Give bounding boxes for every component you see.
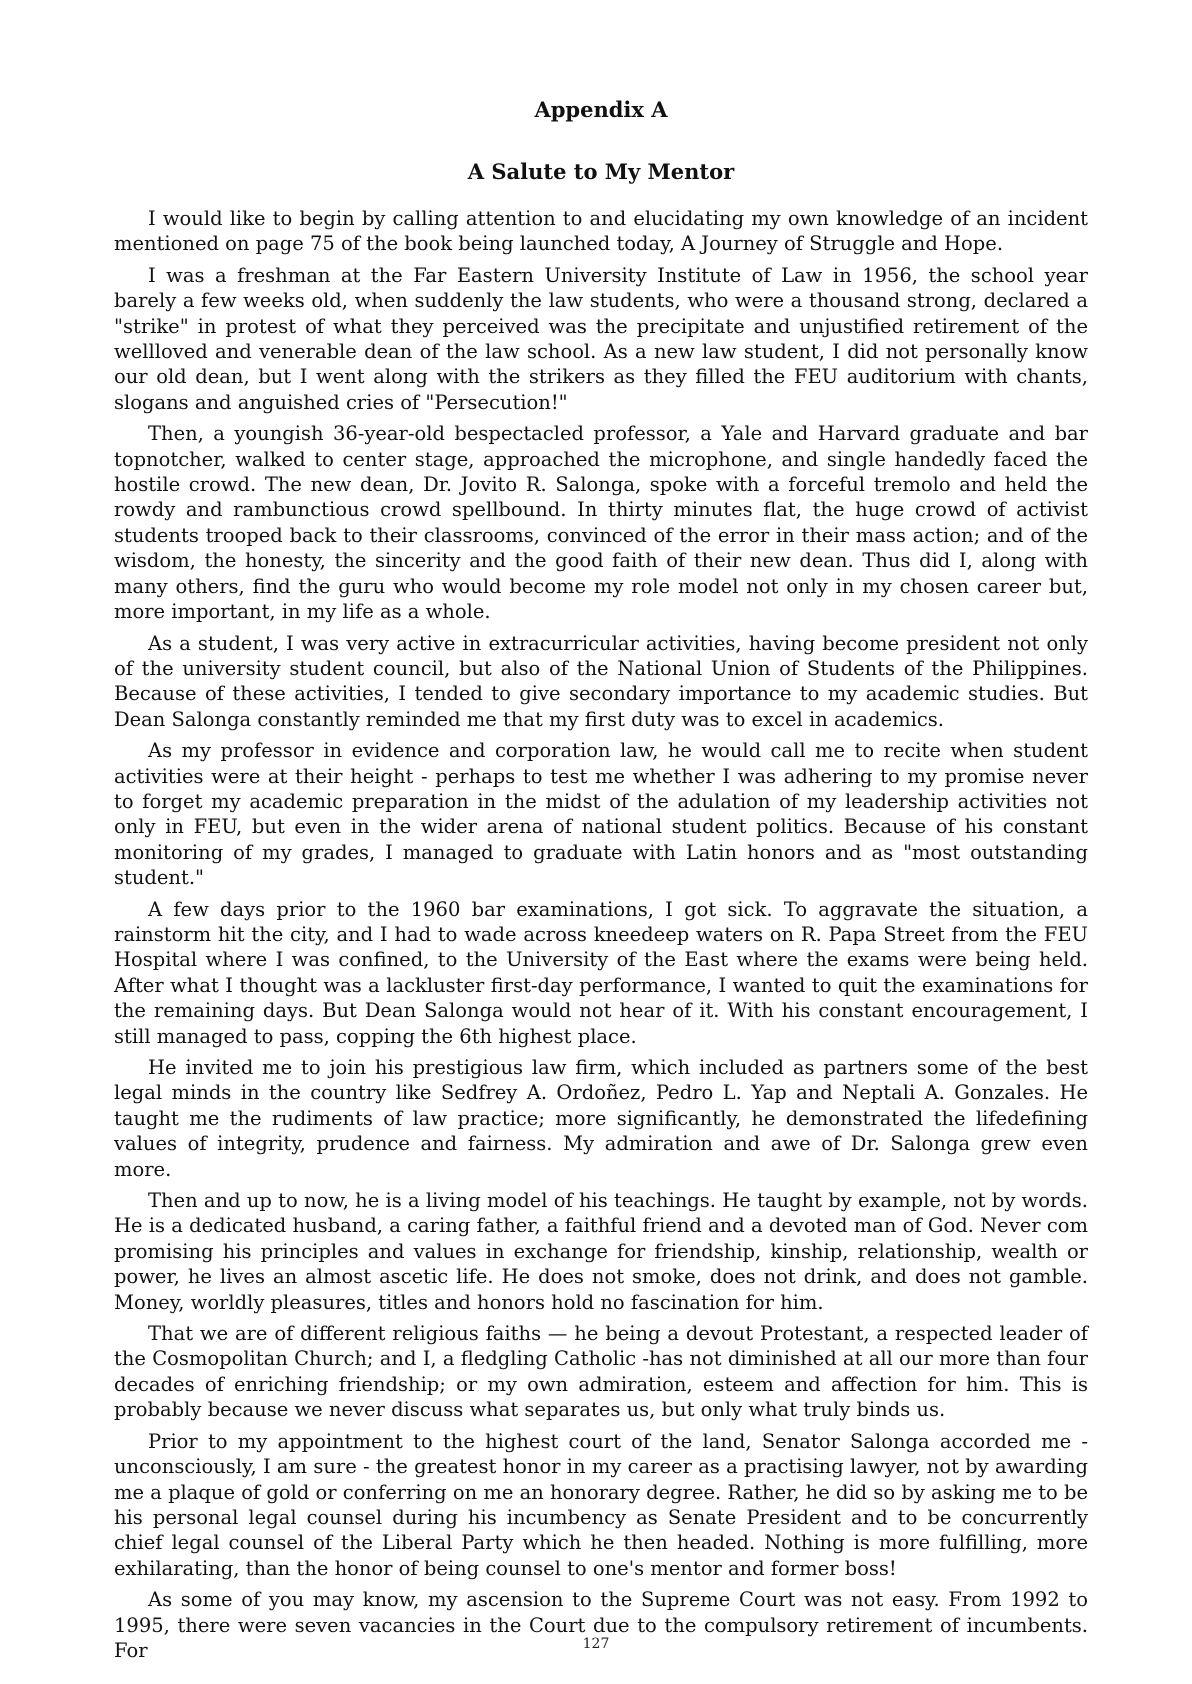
paragraph: I would like to begin by calling attention to and elucidating my own knowledge of an incident mentioned on page 75 of the book being launched today, A Journey of Struggle and Hope. xyxy=(114,207,1088,256)
body-text xyxy=(114,206,1088,1663)
paragraph: Prior to my appointment to the highest court of the land, Senator Salonga accorded me -unconsciously, I am sure - the greatest honor in my career as a practising lawyer, not by awarding me a plaque of gold or conferring on me an honorary degree. Rather, he did so by asking me to be his personal legal counsel during his incumbency as Senate President and to be concurrently chief legal counsel of the Liberal Party which he then headed. Nothing is more fulfilling, more exhilarating, than the honor of being counsel to one's mentor and former boss! xyxy=(114,1429,1088,1580)
paragraph: Then and up to now, he is a living model of his teachings. He taught by example, not by words. He is a dedicated husband, a caring father, a faithful friend and a devoted man of God. Never com promising his principles and values in exchange for friendship, kinship, relationship, wealth or power, he lives an almost ascetic life. He does not smoke, does not drink, and does not gamble. Money, worldly pleasures, titles and honors hold no fascination for him. xyxy=(114,1189,1088,1314)
paragraph: As a student, I was very active in extracurricular activities, having become president not only of the university student council, but also of the National Union of Students of the Philippines. Because of these activities, I tended to give secondary importance to my academic studies. But Dean Salonga constantly reminded me that my first duty was to excel in academics. xyxy=(114,631,1088,731)
paragraph: That we are of different religious faiths — he being a devout Protestant, a respected leader of the Cosmopolitan Church; and I, a fledgling Catholic -has not diminished at all our more than four decades of enriching friendship; or my own admiration, esteem and affection for him. This is probably because we never discuss what separates us, but only what truly binds us. xyxy=(114,1322,1088,1422)
document-page xyxy=(114,96,1088,1669)
paragraph: I was a freshman at the Far Eastern University Institute of Law in 1956, the school year barely a few weeks old, when suddenly the law students, who were a thousand strong, declared a "strike" in protest of what they perceived was the precipitate and unjustified retirement of the wellloved and venerable dean of the law school. As a new law student, I did not personally know our old dean, but I went along with the strikers as they filled the FEU auditorium with chants, slogans and anguished cries of "Persecution!" xyxy=(114,263,1088,414)
paragraph: As my professor in evidence and corporation law, he would call me to recite when student activities were at their height - perhaps to test me whether I was adhering to my promise never to forget my academic preparation in the midst of the adulation of my leadership activities not only in FEU, but even in the wider arena of national student politics. Because of his constant monitoring of my grades, I managed to graduate with Latin honors and as "most outstanding student." xyxy=(114,739,1088,890)
paragraph: Then, a youngish 36-year-old bespectacled professor, a Yale and Harvard graduate and bar topnotcher, walked to center stage, approached the microphone, and single handedly faced the hostile crowd. The new dean, Dr. Jovito R. Salonga, spoke with a forceful tremolo and held the rowdy and rambunctious crowd spellbound. In thirty minutes flat, the huge crowd of activist students trooped back to their classrooms, convinced of the error in their mass action; and of the wisdom, the honesty, the sincerity and the good faith of their new dean. Thus did I, along with many others, find the guru who would become my role model not only in my chosen career but, more important, in my life as a whole. xyxy=(114,422,1088,624)
chapter-heading: Appendix A xyxy=(534,97,668,122)
document-title: A Salute to My Mentor xyxy=(467,159,735,184)
paragraph: A few days prior to the 1960 bar examinations, I got sick. To aggravate the situation, a rainstorm hit the city, and I had to wade across kneedeep waters on R. Papa Street from the FEU Hospital where I was confined, to the University of the East where the exams were being held. After what I thought was a lackluster first-day performance, I wanted to quit the examinations for the remaining days. But Dean Salonga would not hear of it. With his constant encouragement, I still managed to pass, copping the 6th highest place. xyxy=(114,897,1088,1048)
paragraph: As some of you may know, my ascension to the Supreme Court was not easy. From 1992 to 1995, there were seven vacancies in the Court due to the compulsory retirement of incumbents. For xyxy=(114,1588,1088,1662)
paragraph: He invited me to join his prestigious law firm, which included as partners some of the best legal minds in the country like Sedfrey A. Ordoñez, Pedro L. Yap and Neptali A. Gonzales. He taught me the rudiments of law practice; more significantly, he demonstrated the lifedefining values of integrity, prudence and fairness. My admiration and awe of Dr. Salonga grew even more. xyxy=(114,1056,1088,1181)
page-number: 127 xyxy=(582,1636,610,1652)
